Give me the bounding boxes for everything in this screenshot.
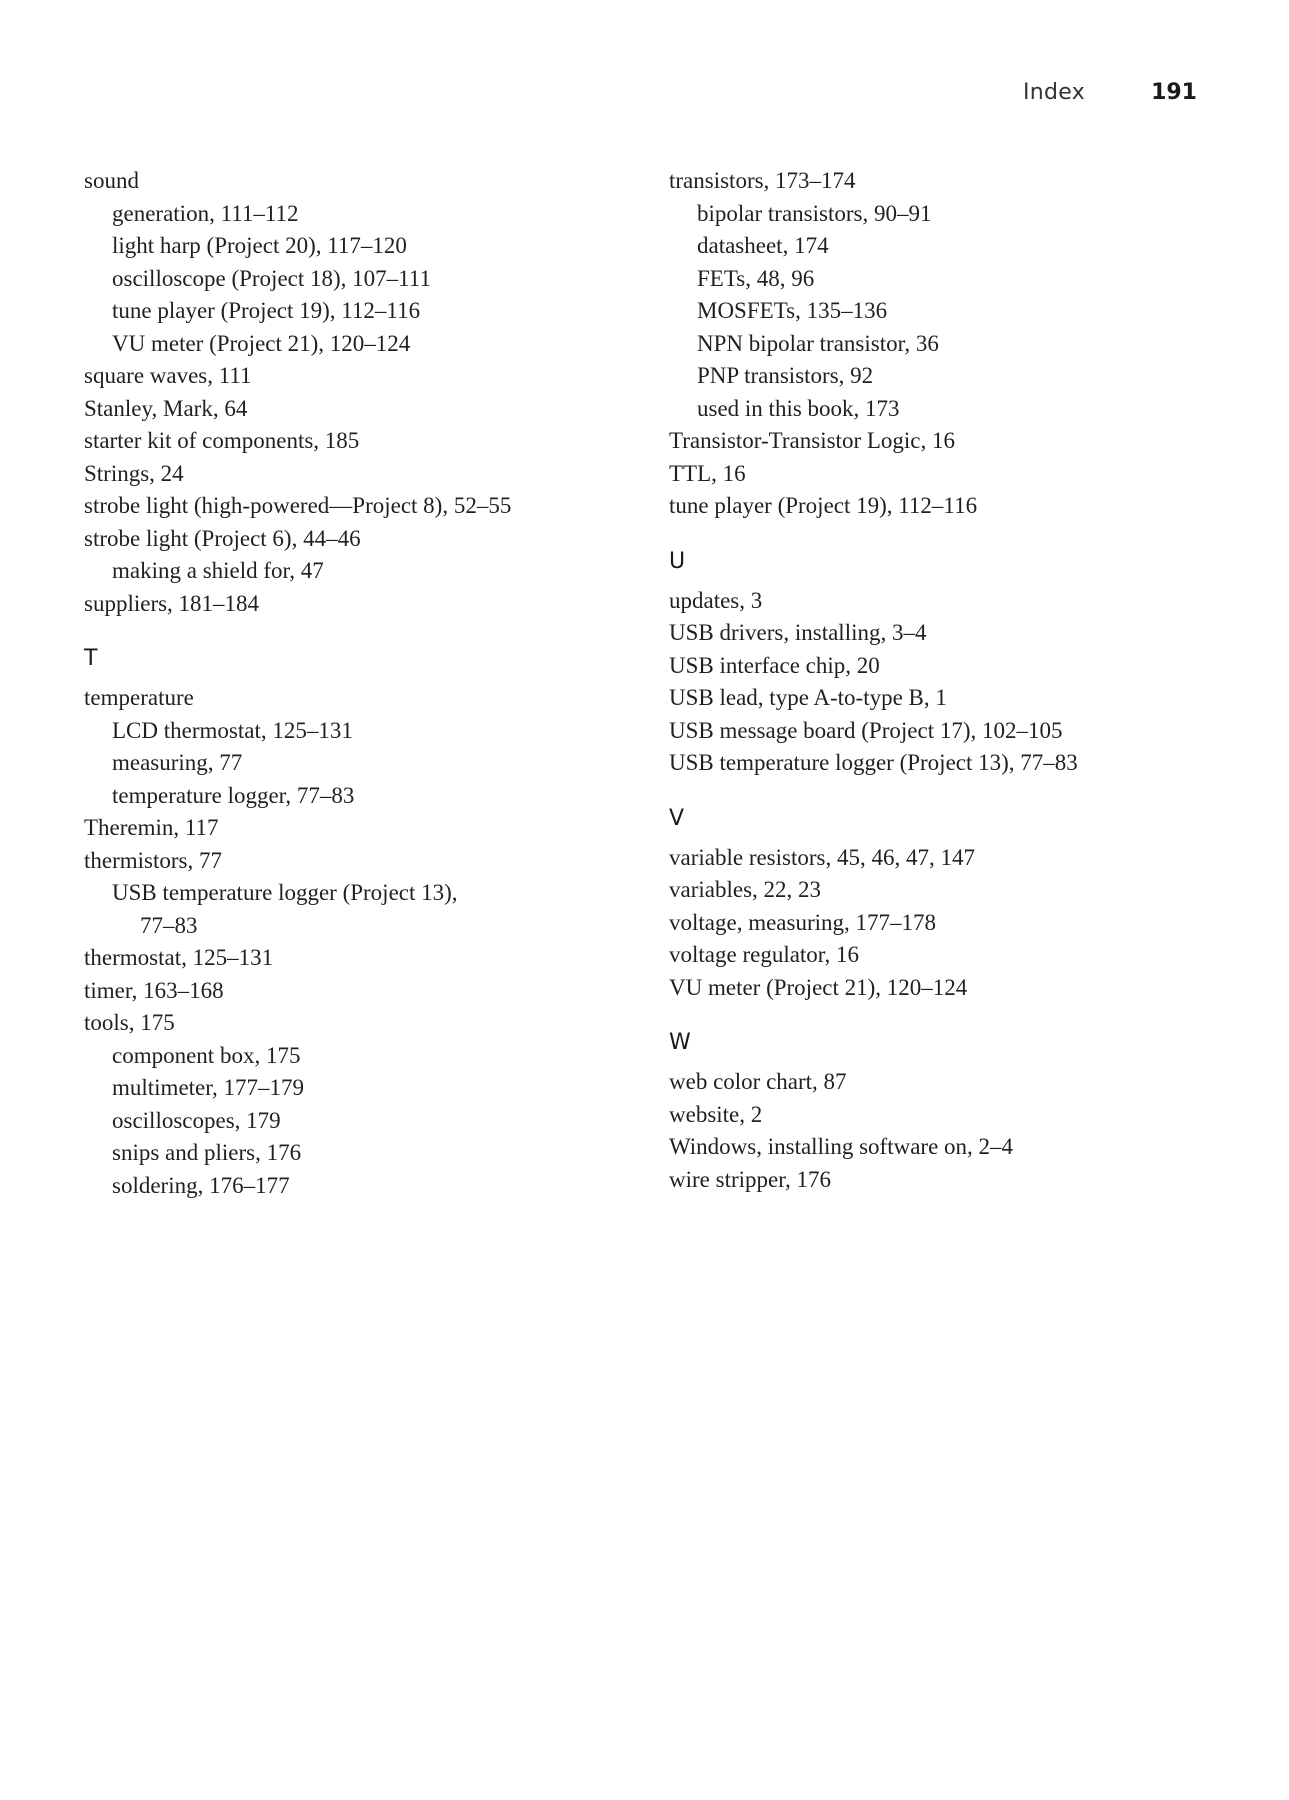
index-entry: Strings, 24 [84, 460, 184, 486]
index-entry: thermostat, 125–131 [84, 945, 274, 970]
index-entry: website, 2 [669, 1101, 763, 1127]
index-entry: Windows, installing software on, 2–4 [669, 1134, 1014, 1159]
page-number: 191 [1151, 80, 1197, 105]
index-entry: Transistor-Transistor Logic, 16 [669, 428, 955, 453]
index-entry: VU meter (Project 21), 120–124 [669, 974, 968, 1000]
index-entry: starter kit of components, 185 [84, 428, 360, 453]
index-subentry: LCD thermostat, 125–131 [112, 717, 353, 743]
index-subentry: MOSFETs, 135–136 [697, 298, 888, 323]
index-subentry: USB temperature logger (Project 13), [112, 880, 458, 905]
section-title: Index [1022, 80, 1086, 105]
index-entry: Theremin, 117 [84, 815, 219, 840]
index-subentry: NPN bipolar transistor, 36 [697, 330, 939, 356]
index-entry: USB message board (Project 17), 102–105 [669, 717, 1063, 743]
index-entry: strobe light (high-powered—Project 8), 52–55 [84, 493, 512, 518]
index-entry: timer, 163–168 [84, 977, 224, 1003]
index-letter-heading: T [84, 646, 98, 671]
index-subentry: tune player (Project 19), 112–116 [112, 298, 421, 323]
index-subentry: bipolar transistors, 90–91 [697, 200, 932, 226]
index-subentry: datasheet, 174 [697, 233, 829, 258]
index-subentry: FETs, 48, 96 [697, 265, 815, 291]
index-subentry: VU meter (Project 21), 120–124 [112, 330, 411, 356]
index-entry: suppliers, 181–184 [84, 590, 260, 616]
index-subentry: multimeter, 177–179 [112, 1075, 304, 1100]
index-subentry: PNP transistors, 92 [697, 363, 874, 388]
index-letter-heading: W [669, 1030, 691, 1055]
index-subentry: 77–83 [140, 912, 198, 938]
index-entry: square waves, 111 [84, 363, 252, 388]
index-subentry: component box, 175 [112, 1042, 301, 1068]
index-column-left [84, 165, 644, 1202]
index-entry: USB drivers, installing, 3–4 [669, 620, 927, 645]
index-entry: tune player (Project 19), 112–116 [669, 493, 978, 518]
index-subentry: snips and pliers, 176 [112, 1140, 302, 1165]
index-entry: voltage regulator, 16 [669, 942, 860, 967]
index-letter-heading: U [669, 548, 686, 574]
index-subentry: light harp (Project 20), 117–120 [112, 233, 407, 258]
index-entry: variable resistors, 45, 46, 47, 147 [669, 844, 975, 870]
index-entry: web color chart, 87 [669, 1069, 847, 1094]
index-subentry: soldering, 176–177 [112, 1172, 290, 1198]
index-entry: wire stripper, 176 [669, 1166, 831, 1192]
index-entry: strobe light (Project 6), 44–46 [84, 525, 361, 551]
index-entry: updates, 3 [669, 587, 763, 613]
index-column-right [669, 165, 1229, 1196]
index-entry: tools, 175 [84, 1010, 175, 1035]
index-entry: USB temperature logger (Project 13), 77–83 [669, 750, 1078, 775]
index-subentry: making a shield for, 47 [112, 558, 324, 583]
index-subentry: oscilloscopes, 179 [112, 1107, 281, 1133]
index-entry: temperature [84, 685, 194, 710]
index-letter-heading: V [669, 805, 685, 831]
index-entry: TTL, 16 [669, 460, 746, 486]
index-entry: variables, 22, 23 [669, 877, 822, 902]
index-subentry: oscilloscope (Project 18), 107–111 [112, 265, 431, 291]
index-entry: USB interface chip, 20 [669, 652, 880, 678]
index-subentry: used in this book, 173 [697, 395, 900, 421]
index-subentry: generation, 111–112 [112, 200, 299, 226]
index-entry: USB lead, type A-to-type B, 1 [669, 685, 947, 710]
index-subentry: measuring, 77 [112, 750, 243, 775]
index-subentry: temperature logger, 77–83 [112, 782, 355, 808]
index-entry: voltage, measuring, 177–178 [669, 909, 937, 935]
index-entry: sound [84, 168, 139, 193]
index-entry: transistors, 173–174 [669, 168, 856, 193]
index-entry: thermistors, 77 [84, 847, 222, 873]
running-head [1023, 80, 1197, 105]
index-entry: Stanley, Mark, 64 [84, 395, 248, 421]
